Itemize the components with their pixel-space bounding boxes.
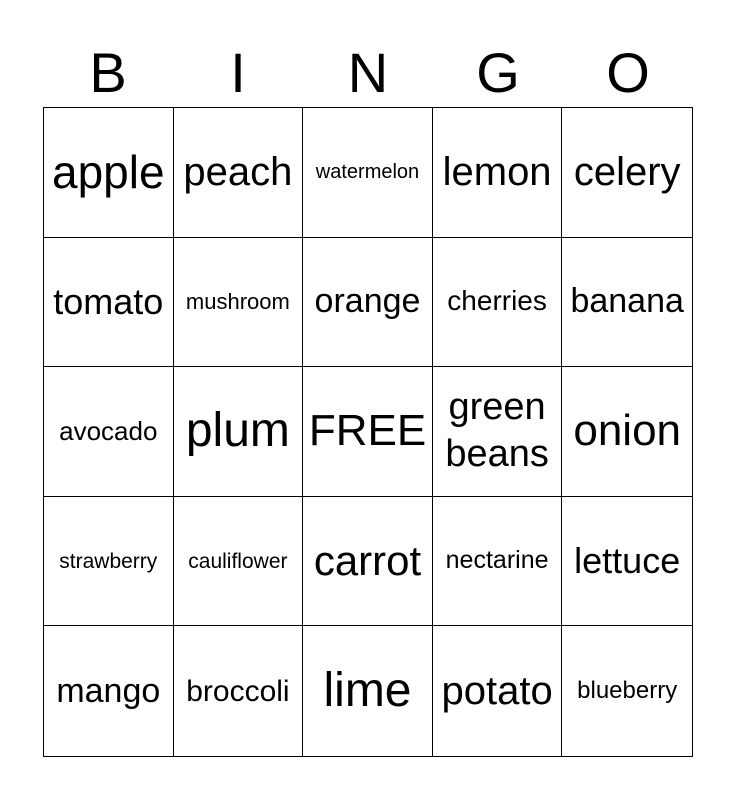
bingo-cell-21[interactable]: mango [44,626,174,756]
bingo-header [43,38,693,108]
bingo-cell-9[interactable]: cherries [433,238,563,368]
bingo-cell-5[interactable]: celery [562,108,692,238]
bingo-cell-19[interactable]: nectarine [433,497,563,627]
header-letter-b: B [89,41,127,104]
bingo-cell-8[interactable]: orange [303,238,433,368]
bingo-cell-15[interactable]: onion [562,367,692,497]
bingo-cell-14[interactable]: green beans [433,367,563,497]
bingo-cell-3[interactable]: watermelon [303,108,433,238]
bingo-cell-18[interactable]: carrot [303,497,433,627]
bingo-cell-11[interactable]: avocado [44,367,174,497]
header-letter-g: G [476,41,520,104]
header-letter-o: O [606,41,650,104]
bingo-cell-16[interactable]: strawberry [44,497,174,627]
bingo-cell-1[interactable]: apple [44,108,174,238]
bingo-cell-24[interactable]: potato [433,626,563,756]
bingo-cell-25[interactable]: blueberry [577,677,678,704]
bingo-cell-2[interactable]: peach [174,108,304,238]
header-letter-n: N [347,41,389,104]
bingo-cell-20[interactable]: lettuce [562,497,692,627]
bingo-cell-4[interactable]: lemon [433,108,563,238]
bingo-board [43,107,693,757]
bingo-cell-6[interactable]: tomato [44,238,174,368]
header-letter-i: I [230,41,246,104]
bingo-cell-22[interactable]: broccoli [174,626,304,756]
bingo-cell-23[interactable]: lime [303,626,433,756]
bingo-cell-free[interactable]: FREE [303,367,433,497]
bingo-cell-7[interactable]: mushroom [174,238,304,368]
bingo-cell-12[interactable]: plum [174,367,304,497]
bingo-cell-17[interactable]: cauliflower [174,497,304,627]
bingo-cell-10[interactable]: banana [562,238,692,368]
